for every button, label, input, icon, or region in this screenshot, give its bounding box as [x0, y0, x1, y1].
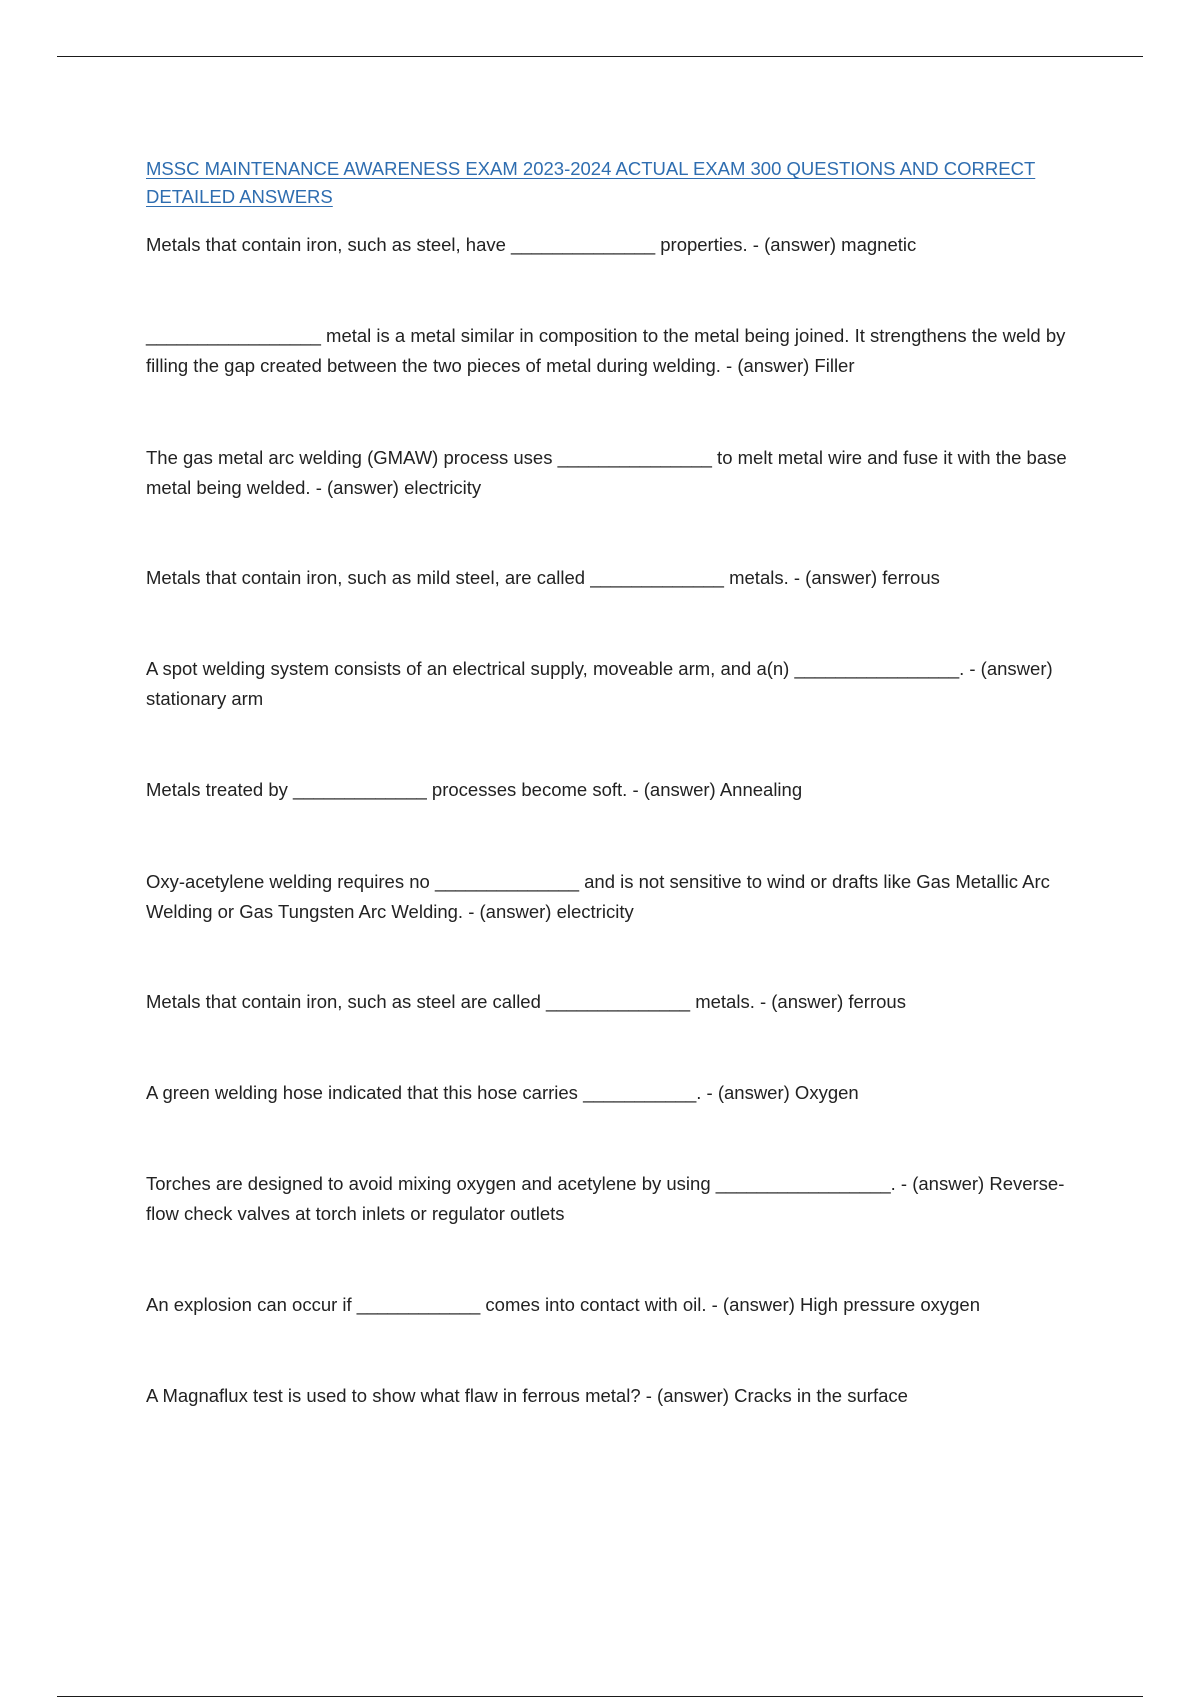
question-item-12: A Magnaflux test is used to show what flaw in ferrous metal? - (answer) Cracks in the surface	[146, 1385, 908, 1406]
top-divider	[57, 56, 1143, 57]
question-item-7: Oxy-acetylene welding requires no ______________ and is not sensitive to wind or drafts like Gas Metallic Arc Welding or Gas Tungsten Arc Welding. - (answer) electricity	[146, 871, 1050, 922]
question-item-1: Metals that contain iron, such as steel, have ______________ properties. - (answer) magnetic	[146, 234, 917, 255]
bottom-divider	[57, 1696, 1143, 1697]
question-item-9: A green welding hose indicated that this hose carries ___________. - (answer) Oxygen	[146, 1082, 859, 1103]
question-item-3: The gas metal arc welding (GMAW) process uses _______________ to melt metal wire and fuse it with the base metal being welded. - (answer) electricity	[146, 447, 1067, 498]
question-item-5: A spot welding system consists of an electrical supply, moveable arm, and a(n) ________________. - (answer) stationary arm	[146, 658, 1053, 709]
document-title-link[interactable]: MSSC MAINTENANCE AWARENESS EXAM 2023-2024 ACTUAL EXAM 300 QUESTIONS AND CORRECT DETAILED ANSWERS	[146, 158, 1036, 207]
question-item-2: _________________ metal is a metal similar in composition to the metal being joined. It strengthens the weld by filling the gap created between the two pieces of metal during welding. - (answer) Filler	[146, 325, 1066, 376]
question-item-11: An explosion can occur if ____________ comes into contact with oil. - (answer) High pressure oxygen	[146, 1294, 980, 1315]
question-item-10: Torches are designed to avoid mixing oxygen and acetylene by using _________________. - (answer) Reverse-flow check valves at torch inlets or regulator outlets	[146, 1173, 1065, 1224]
document-body	[146, 155, 1086, 1406]
question-item-6: Metals treated by _____________ processes become soft. - (answer) Annealing	[146, 779, 803, 800]
question-item-8: Metals that contain iron, such as steel are called ______________ metals. - (answer) ferrous	[146, 991, 906, 1012]
question-item-4: Metals that contain iron, such as mild steel, are called _____________ metals. - (answer) ferrous	[146, 567, 940, 588]
